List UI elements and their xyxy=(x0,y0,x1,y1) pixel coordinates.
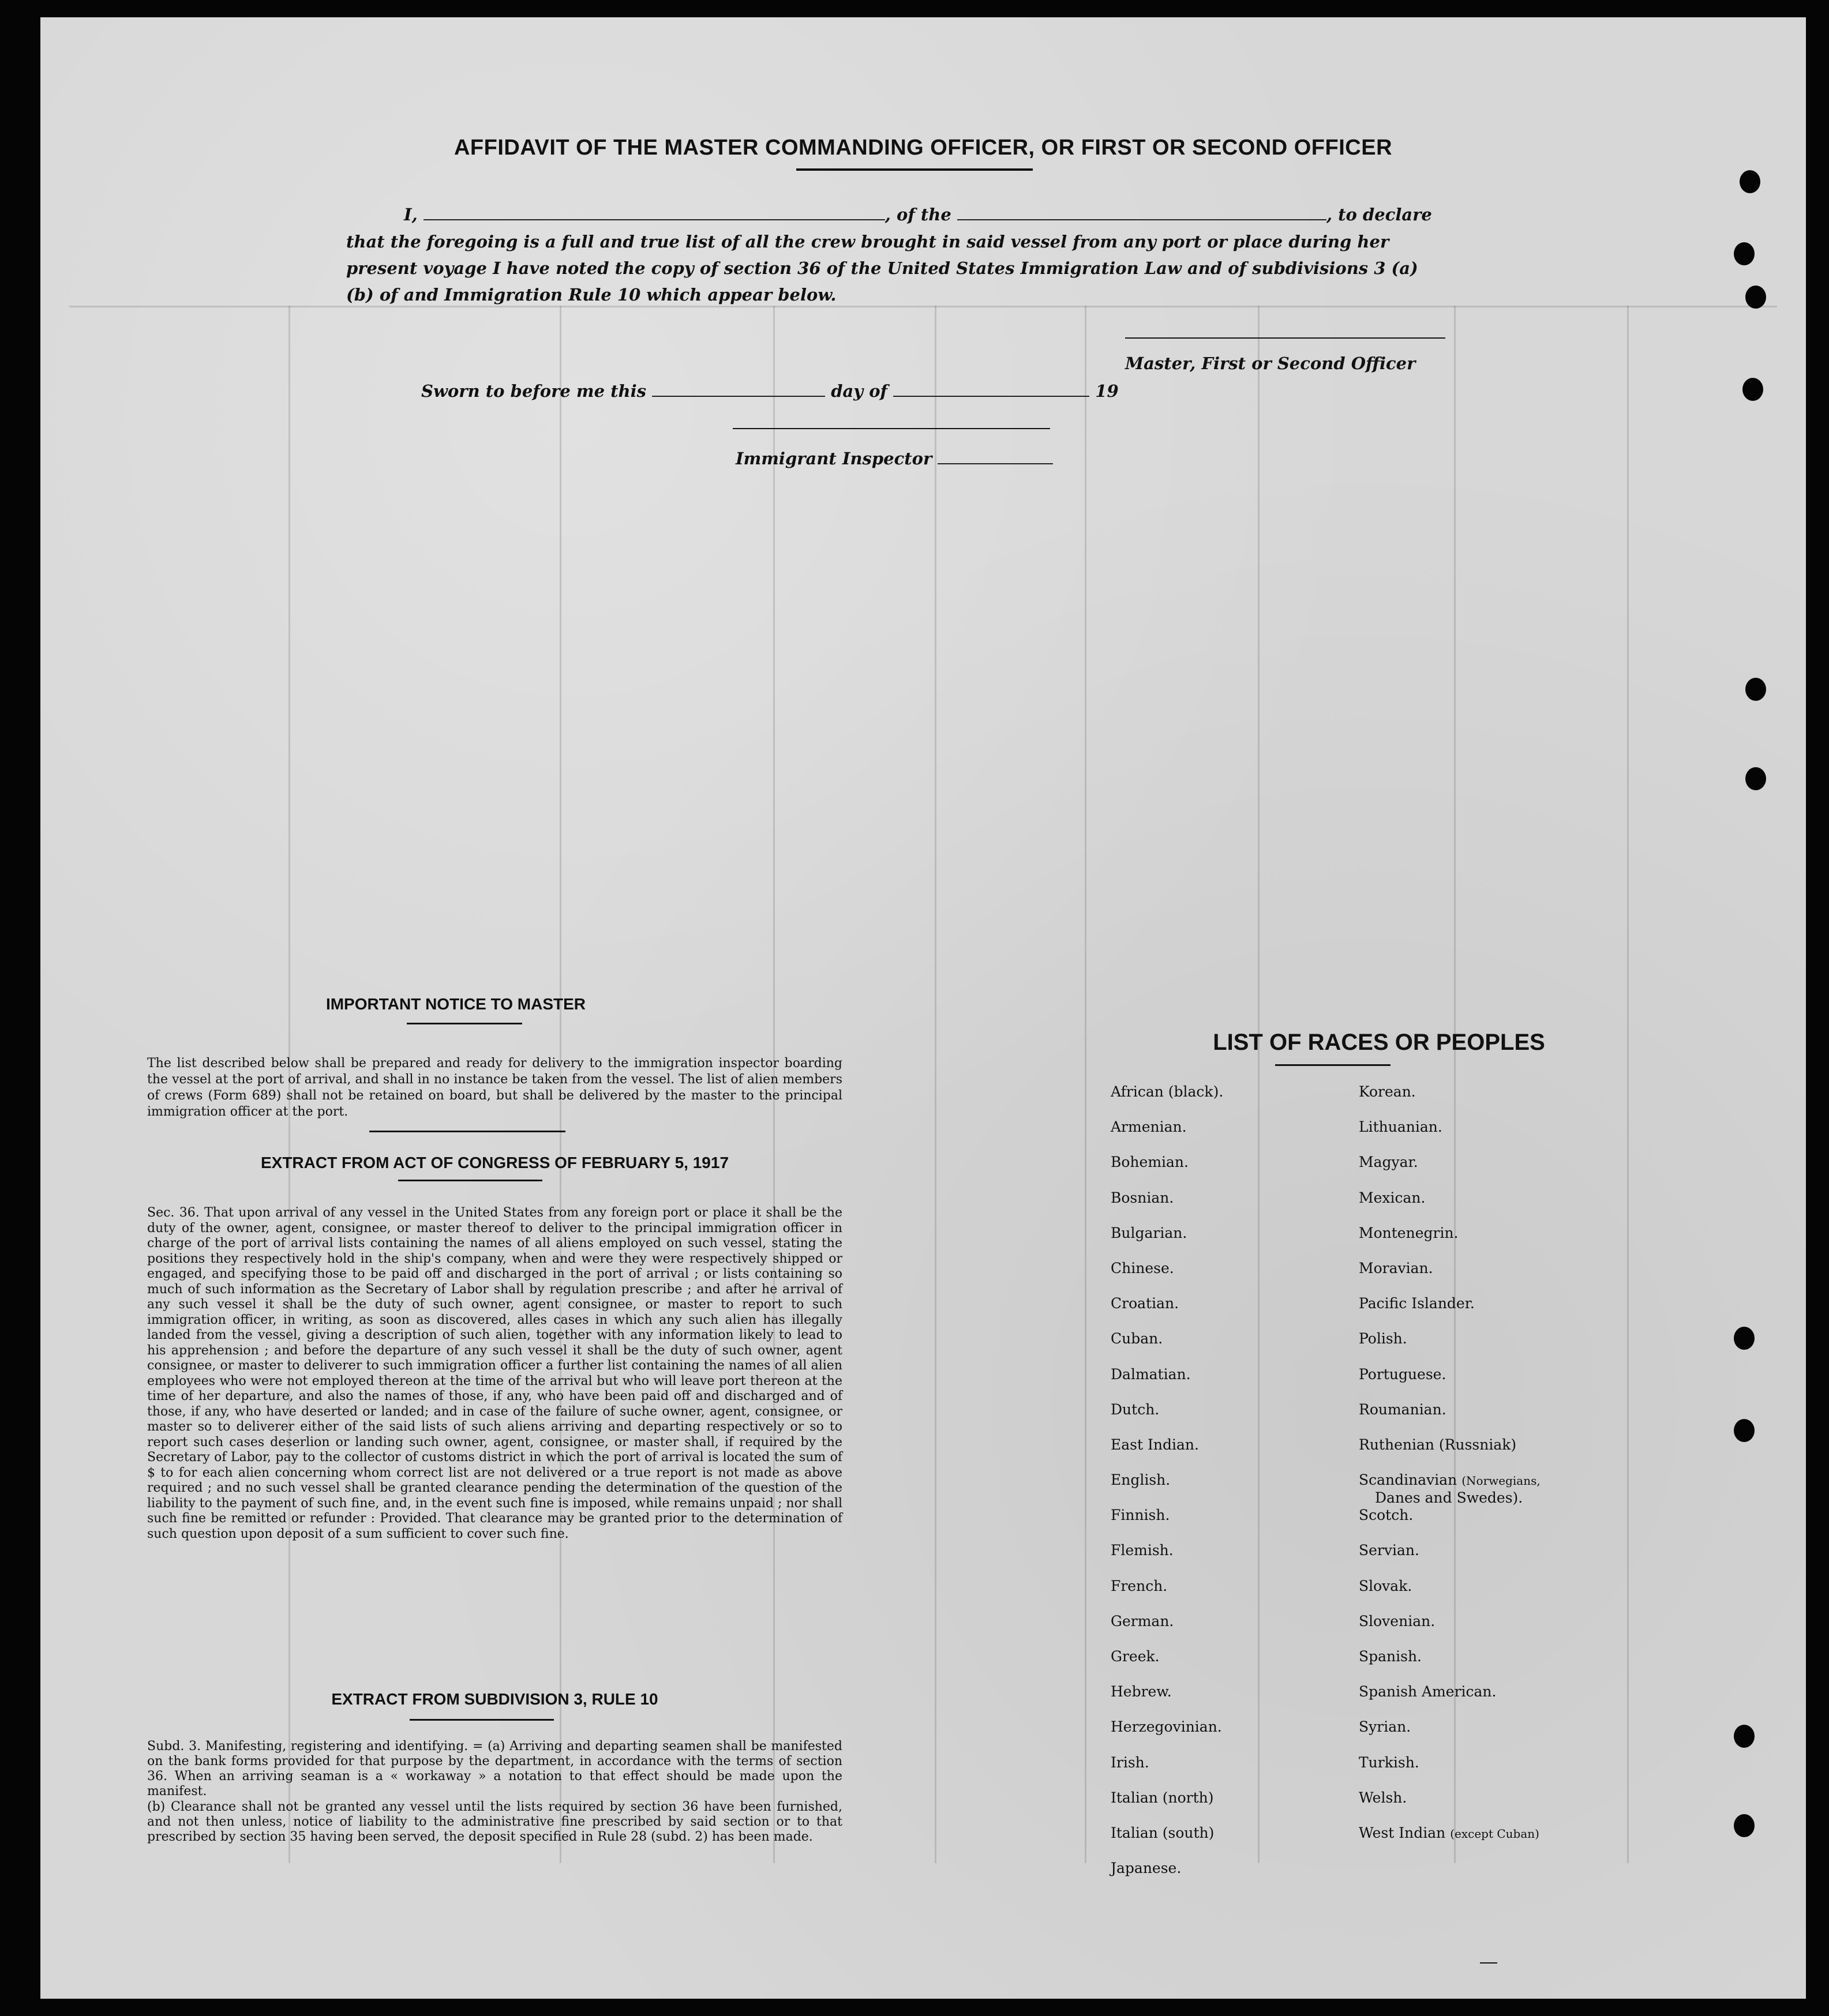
race-label: Moravian. xyxy=(1359,1259,1433,1277)
race-label: Italian (north) xyxy=(1111,1789,1214,1806)
race-item xyxy=(1359,1471,1601,1507)
inspector-signature-line xyxy=(733,428,1050,429)
race-label: Spanish. xyxy=(1359,1648,1422,1665)
ghost-column-line xyxy=(1085,306,1086,1863)
race-label: German. xyxy=(1111,1612,1174,1630)
race-item xyxy=(1111,1578,1341,1613)
race-item xyxy=(1111,1154,1341,1189)
races-title: LIST OF RACES OR PEOPLES xyxy=(1213,1030,1545,1055)
vessel-blank xyxy=(957,203,1326,220)
act-heading: EXTRACT FROM ACT OF CONGRESS OF FEBRUARY 5, 1917 xyxy=(260,1154,729,1172)
affidavit-of-the: , of the xyxy=(884,205,951,224)
race-item xyxy=(1111,1083,1341,1118)
race-label: Armenian. xyxy=(1111,1118,1187,1136)
race-label: Croatian. xyxy=(1111,1295,1179,1312)
race-item xyxy=(1359,1507,1601,1542)
notice-heading-rule xyxy=(407,1023,522,1024)
sworn-line xyxy=(421,380,1119,401)
race-item xyxy=(1359,1718,1601,1754)
race-item xyxy=(1111,1471,1341,1507)
race-label: Scotch. xyxy=(1359,1507,1414,1524)
race-label: Flemish. xyxy=(1111,1542,1174,1559)
race-label: Bohemian. xyxy=(1111,1154,1189,1171)
act-heading-rule xyxy=(398,1180,542,1181)
notice-heading: IMPORTANT NOTICE TO MASTER xyxy=(325,995,586,1013)
notice-divider xyxy=(369,1131,565,1132)
race-item xyxy=(1111,1401,1341,1436)
race-label: Turkish. xyxy=(1359,1754,1419,1771)
race-label: Bosnian. xyxy=(1111,1189,1174,1206)
race-item xyxy=(1111,1295,1341,1330)
signature-label: Master, First or Second Officer xyxy=(1125,354,1416,373)
race-label: Roumanian. xyxy=(1359,1401,1446,1418)
race-item xyxy=(1111,1507,1341,1542)
races-left-column xyxy=(1111,1083,1341,1895)
race-label: Cuban. xyxy=(1111,1330,1163,1347)
race-item xyxy=(1111,1683,1341,1718)
rule10-heading-rule xyxy=(410,1719,554,1721)
race-label: Dutch. xyxy=(1111,1401,1160,1418)
race-item xyxy=(1359,1789,1601,1824)
punch-hole xyxy=(1734,1327,1755,1350)
punch-hole xyxy=(1734,1725,1755,1748)
punch-hole xyxy=(1734,242,1755,265)
punch-hole xyxy=(1745,286,1766,309)
race-label: Mexican. xyxy=(1359,1189,1426,1206)
race-item xyxy=(1111,1366,1341,1401)
race-label: Pacific Islander. xyxy=(1359,1295,1475,1312)
race-item xyxy=(1359,1824,1601,1860)
notice-text: The list described below shall be prepared and ready for delivery to the immigration inspector boarding the vessel at the port of arrival, and shall in no instance be taken from the vessel. The list of alien members of crews (Form 689) shall not be retained on board, but shall be delivered by the master to the principal immigration officer at the port. xyxy=(147,1056,842,1119)
punch-hole xyxy=(1734,1419,1755,1442)
race-label: English. xyxy=(1111,1471,1171,1489)
race-label: Polish. xyxy=(1359,1330,1407,1347)
race-item xyxy=(1359,1542,1601,1577)
document-page xyxy=(40,17,1806,1999)
race-item xyxy=(1359,1578,1601,1613)
race-label: Portuguese. xyxy=(1359,1365,1446,1383)
act-text: Sec. 36. That upon arrival of any vessel in the United States from any foreign port or place it shall be the duty of the owner, agent, consignee, or master thereof to deliver to the principal immigration officer in charge of the port of arrival lists containing the names of all aliens employed on such vessel, stating the positions they respectively hold in the ship's company, when and were they were respectively shipped or engaged, and specifying those to be paid off and discharged in the port of arrival ; or lists containing so much of such information as the Secretary of Labor shall by regulation prescribe ; and after he arrival of any such vessel it shall be the duty of such owner, agent consignee, or master to report to such immigration officer, in writing, as soon as discovered, alles cases in which any such alien has illegally landed from the vessel, giving a description of such alien, together with any information likely to lead to his apprehension ; and before the departure of any such vessel it shall be the duty of such owner, agent consignee, or master to deliverer to such immigration officer a further list containing the names of all alien employees who were not employed thereon at the time of the arrival but who will leave port thereon at the time of her departure, and also the names of those, if any, who have been paid off and discharged and of those, if any, who have deserted or landed; and in case of the failure of suche owner, agent, consignee, or master so to deliverer either of the said lists of such aliens arriving and departing respectively or so to report such cases deserlion or landing such owner, agent, consignee, or master shall, if required by the Secretary of Labor, pay to the collector of customs district in which the port of arrival is located the sum of $ to for each alien concerning whom correct list are not delivered or a true report is not made as above required ; and no such vessel shall be granted clearance pending the determination of the question of the liability to the payment of such fine, and, in the event such fine is imposed, while remains unpaid ; nor shall such fine be remitted or refunder : Provided. That clearance may be granted prior to the determination of such question upon deposit of a sum sufficient to cover such fine. xyxy=(147,1206,842,1541)
sworn-day-of: day of xyxy=(831,381,888,401)
race-item xyxy=(1111,1225,1341,1260)
race-item xyxy=(1359,1154,1601,1189)
race-label: Magyar. xyxy=(1359,1154,1418,1171)
race-item xyxy=(1359,1436,1601,1471)
race-label: West Indian xyxy=(1359,1824,1446,1841)
punch-hole xyxy=(1742,378,1763,401)
race-item xyxy=(1359,1648,1601,1683)
ghost-column-line xyxy=(1627,306,1629,1863)
race-label: French. xyxy=(1111,1577,1168,1594)
day-blank xyxy=(652,380,825,397)
race-item xyxy=(1359,1189,1601,1225)
race-label: Scandinavian xyxy=(1359,1471,1457,1489)
affidavit-declare: , to declare xyxy=(1326,205,1432,224)
race-item xyxy=(1359,1225,1601,1260)
punch-hole xyxy=(1745,767,1766,790)
race-label: Montenegrin. xyxy=(1359,1224,1459,1241)
race-item xyxy=(1111,1189,1341,1225)
race-label: Hebrew. xyxy=(1111,1683,1172,1700)
race-label: Slovak. xyxy=(1359,1577,1412,1594)
race-label: Welsh. xyxy=(1359,1789,1407,1806)
scandinavian-note-line-2: Danes and Swedes). xyxy=(1375,1489,1523,1507)
rule10-heading: EXTRACT FROM SUBDIVISION 3, RULE 10 xyxy=(331,1690,658,1708)
race-label: Korean. xyxy=(1359,1083,1416,1100)
race-label: Spanish American. xyxy=(1359,1683,1497,1700)
punch-hole xyxy=(1734,1814,1755,1837)
race-label: Greek. xyxy=(1111,1648,1160,1665)
west-indian-note: (except Cuban) xyxy=(1450,1826,1539,1841)
rule10-text-b: (b) Clearance shall not be granted any vessel until the lists required by section 36 have been furnished, and not then unless, notice of liability to the administrative fine prescribed by said section or to that prescribed by section 35 having been served, the deposit specified in Rule 28 (subd. 2) has been made. xyxy=(147,1800,842,1844)
race-label: Herzegovinian. xyxy=(1111,1718,1222,1736)
race-item xyxy=(1359,1295,1601,1330)
race-item xyxy=(1359,1260,1601,1295)
race-item xyxy=(1111,1260,1341,1295)
footer-dash xyxy=(1480,1962,1497,1964)
race-item xyxy=(1359,1754,1601,1789)
race-item xyxy=(1359,1613,1601,1648)
inspector-line xyxy=(736,447,1053,468)
race-item xyxy=(1111,1824,1341,1860)
rule10-text-a: Subd. 3. Manifesting, registering and identifying. = (a) Arriving and departing seamen shall be manifested on the bank forms provided for that purpose by the department, in accordance with the terms of section 36. When an arriving seaman is a « workaway » a notation to that effect should be made upon the manifest. xyxy=(147,1739,842,1799)
race-label: Slovenian. xyxy=(1359,1612,1436,1630)
races-title-rule xyxy=(1275,1064,1391,1066)
affidavit-title: AFFIDAVIT OF THE MASTER COMMANDING OFFICER, OR FIRST OR SECOND OFFICER xyxy=(453,136,1393,160)
race-item xyxy=(1359,1330,1601,1365)
title-underline xyxy=(796,168,1033,171)
race-item xyxy=(1111,1330,1341,1365)
race-item xyxy=(1359,1683,1601,1718)
ghost-column-line xyxy=(935,306,936,1863)
punch-hole xyxy=(1740,170,1760,193)
race-label: Ruthenian (Russniak) xyxy=(1359,1436,1517,1453)
ghost-row-line xyxy=(69,306,1777,307)
race-item xyxy=(1359,1083,1601,1118)
race-label: Finnish. xyxy=(1111,1507,1170,1524)
races-right-column xyxy=(1359,1083,1601,1860)
race-item xyxy=(1359,1401,1601,1436)
scandinavian-note: (Norwegians, xyxy=(1461,1474,1541,1488)
race-item xyxy=(1111,1542,1341,1577)
race-item xyxy=(1111,1860,1341,1895)
race-label: Japanese. xyxy=(1111,1860,1182,1877)
race-item xyxy=(1359,1366,1601,1401)
inspector-label: Immigrant Inspector xyxy=(736,449,932,468)
punch-hole xyxy=(1745,678,1766,701)
race-label: African (black). xyxy=(1111,1083,1224,1100)
month-blank xyxy=(893,380,1089,397)
race-item xyxy=(1111,1436,1341,1471)
race-label: Bulgarian. xyxy=(1111,1224,1187,1241)
race-item xyxy=(1111,1613,1341,1648)
race-item xyxy=(1111,1754,1341,1789)
name-blank xyxy=(423,203,885,220)
race-label: Chinese. xyxy=(1111,1259,1174,1277)
race-item xyxy=(1111,1648,1341,1683)
race-item xyxy=(1111,1118,1341,1154)
race-item xyxy=(1111,1718,1341,1754)
race-label: Irish. xyxy=(1111,1754,1149,1771)
affidavit-line-1 xyxy=(404,203,1432,224)
race-label: Syrian. xyxy=(1359,1718,1411,1736)
race-item xyxy=(1359,1118,1601,1154)
sworn-year: 19 xyxy=(1095,381,1119,401)
inspector-blank xyxy=(938,447,1053,464)
race-label: East Indian. xyxy=(1111,1436,1199,1453)
affidavit-line-3: present voyage I have noted the copy of section 36 of the United States Immigration Law and of subdivisions 3 (a) xyxy=(346,258,1418,278)
affidavit-i: I, xyxy=(404,205,418,224)
affidavit-line-4: (b) of and Immigration Rule 10 which appear below. xyxy=(346,285,837,305)
race-item xyxy=(1111,1789,1341,1824)
race-label: Italian (south) xyxy=(1111,1824,1215,1841)
race-label: Lithuanian. xyxy=(1359,1118,1442,1136)
race-label: Servian. xyxy=(1359,1542,1419,1559)
affidavit-line-2: that the foregoing is a full and true list of all the crew brought in said vessel from any port or place during her xyxy=(346,232,1389,251)
signature-line xyxy=(1125,337,1445,339)
sworn-prefix: Sworn to before me this xyxy=(421,381,646,401)
race-label: Dalmatian. xyxy=(1111,1365,1191,1383)
